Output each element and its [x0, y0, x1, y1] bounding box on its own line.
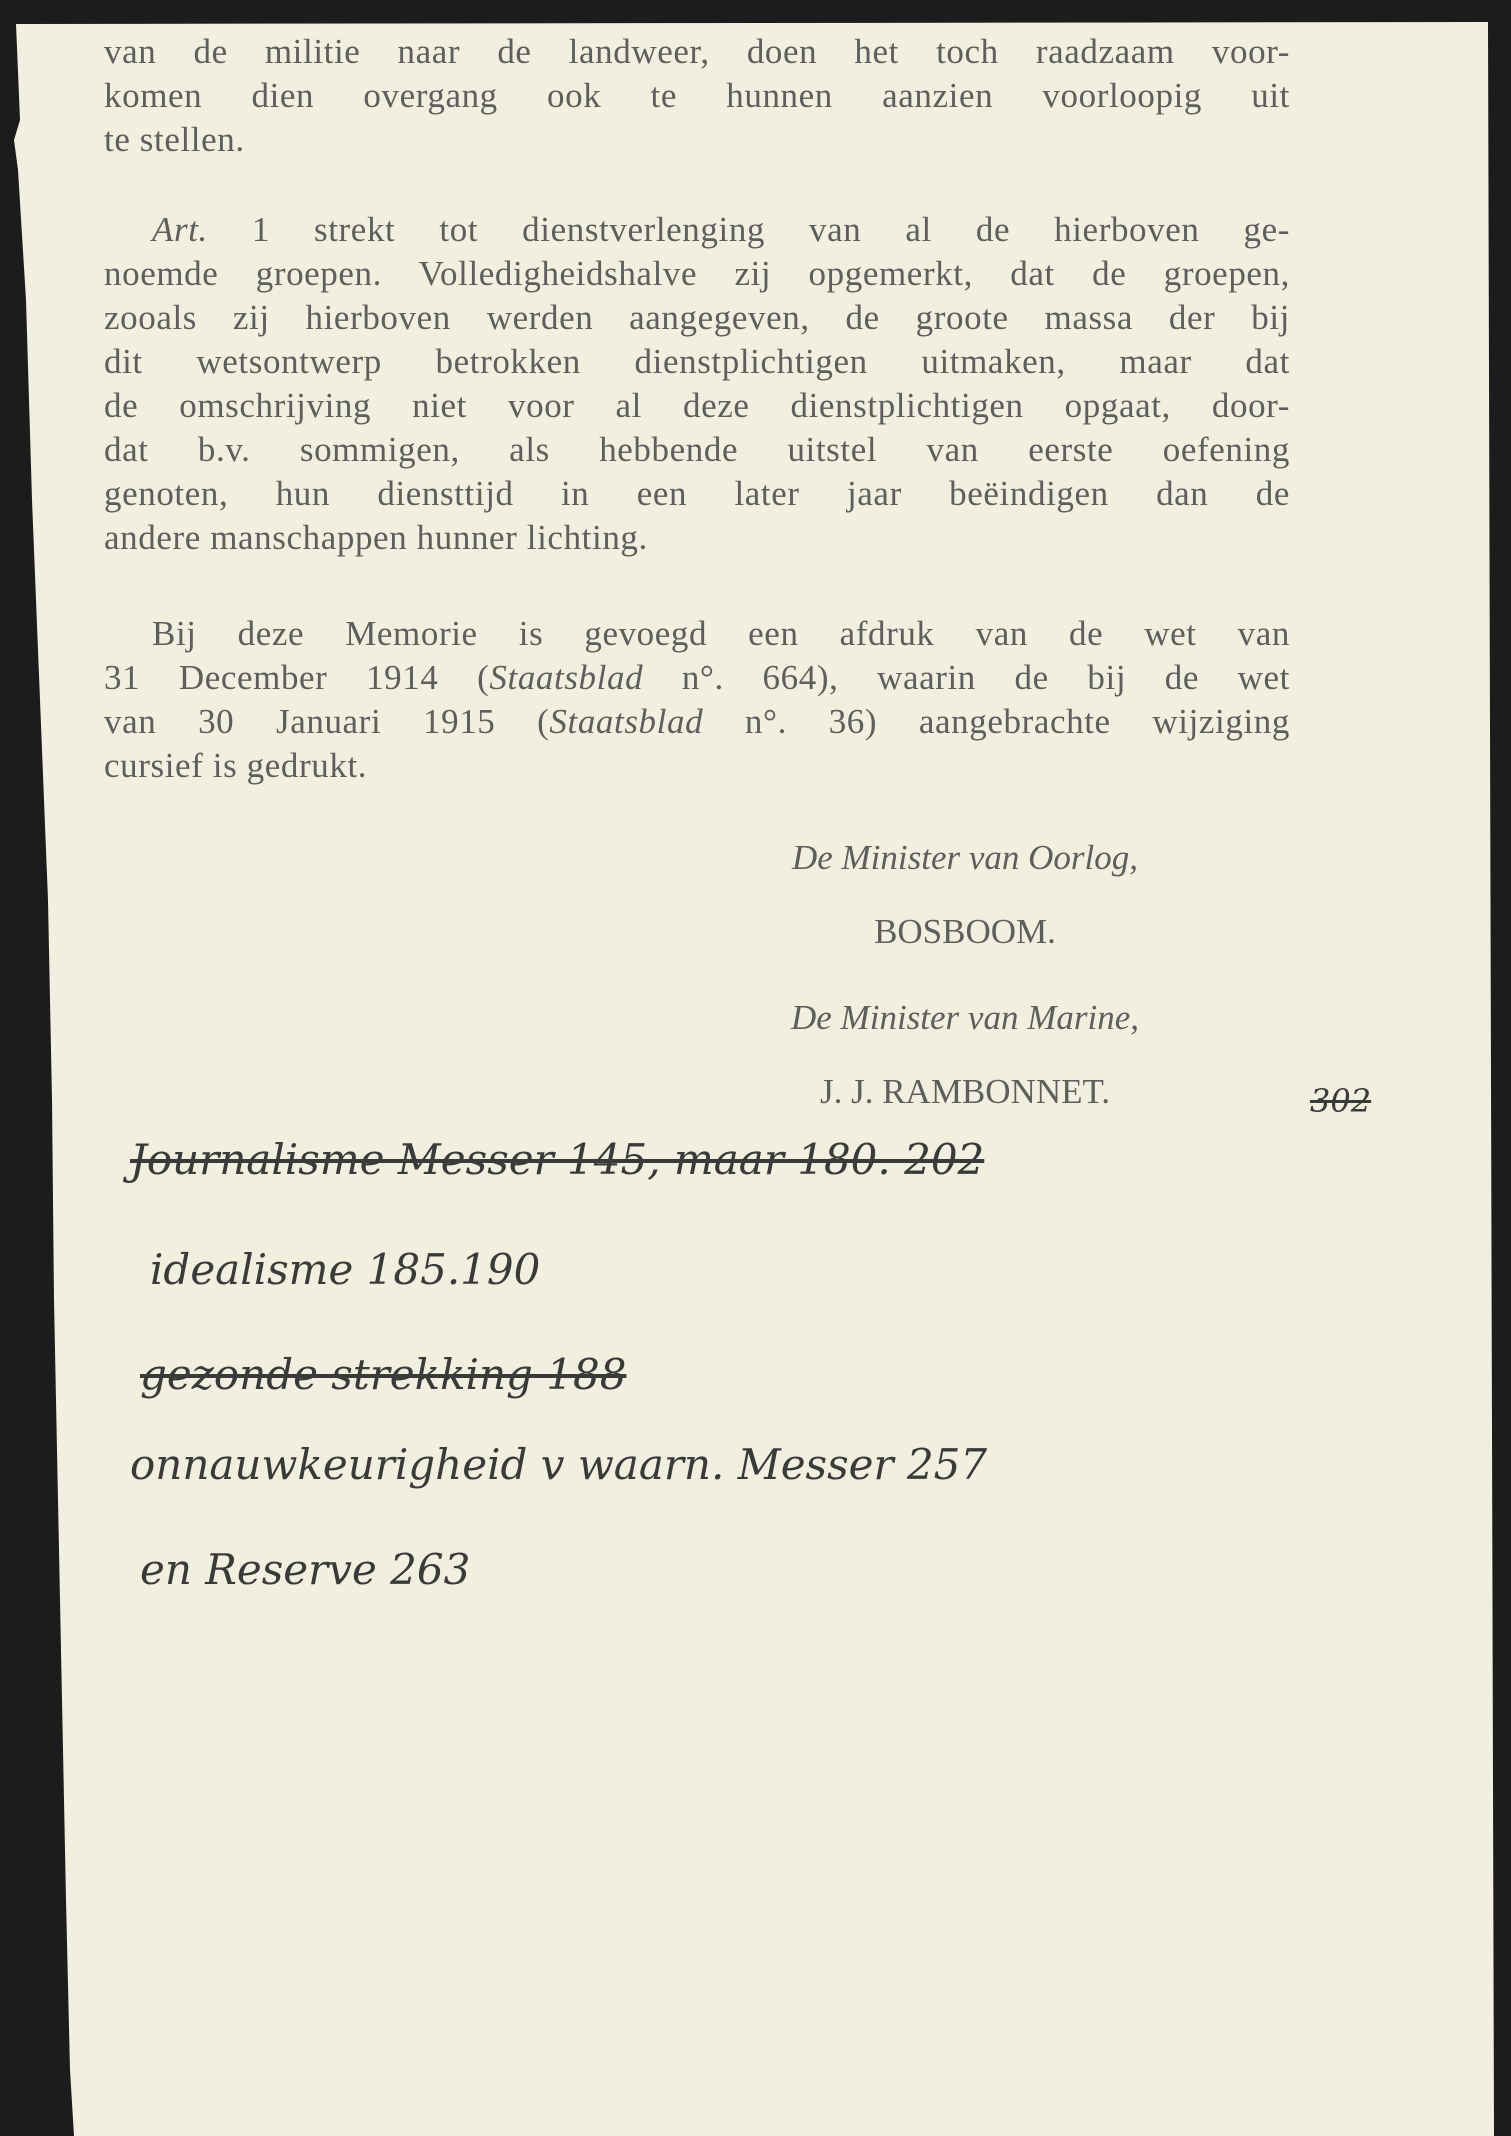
handwritten-note-3 [140, 1350, 626, 1399]
text-line: cursief is gedrukt. [104, 746, 368, 785]
art-label: Art. [152, 210, 208, 249]
text-fragment: 31 December 1914 ( [104, 658, 490, 697]
text-line [104, 656, 1290, 700]
handwritten-note-2 [150, 1245, 540, 1294]
handwritten-note-5 [140, 1545, 470, 1594]
handwritten-crossed-number [1310, 1082, 1371, 1120]
handwritten-text: 302 [1310, 1082, 1372, 1120]
text-line [104, 700, 1290, 744]
text-fragment: van 30 Januari 1915 ( [104, 702, 550, 741]
text-line: andere manschappen hunner lichting. [104, 518, 648, 557]
text-line: te stellen. [104, 120, 245, 159]
paragraph-2 [104, 208, 1290, 560]
text-fragment: n°. 664), waarin de bij de wet [643, 658, 1291, 697]
text-line: noemde groepen. Volledigheidshalve zij opgemerkt, dat de groepen, [104, 254, 1290, 293]
text-line: dit wetsontwerp betrokken dienstplichtigen uitmaken, maar dat [104, 342, 1290, 381]
text-line: zooals zij hierboven werden aangegeven, de groote massa der bij [104, 298, 1290, 337]
handwritten-text: idealisme 185.190 [150, 1245, 541, 1294]
staatsblad-ref: Staatsblad [489, 658, 644, 697]
signature-name-rambonnet: J. J. RAMBONNET. [819, 1072, 1111, 1111]
text-line: de omschrijving niet voor al deze dienstplichtigen opgaat, door- [104, 386, 1290, 425]
handwritten-text: Journalisme Messer 145, maar 180. 202 [130, 1135, 985, 1184]
handwritten-text: en Reserve 263 [140, 1545, 471, 1594]
signature-title-marine: De Minister van Marine, [791, 998, 1139, 1037]
handwritten-text: gezonde strekking 188 [140, 1350, 627, 1399]
handwritten-note-1 [130, 1135, 1410, 1184]
handwritten-text: onnauwkeurigheid v waarn. Messer 257 [130, 1440, 988, 1489]
text-line: komen dien overgang ook te hunnen aanzien voorloopig uit [104, 76, 1290, 115]
paragraph-1 [104, 30, 1290, 162]
signature-title-oorlog: De Minister van Oorlog, [791, 838, 1139, 877]
text-line: dat b.v. sommigen, als hebbende uitstel van eerste oefening [104, 430, 1290, 469]
paragraph-3 [104, 612, 1290, 788]
text-fragment: n°. 36) aangebrachte wijziging [703, 702, 1291, 741]
staatsblad-ref: Staatsblad [549, 702, 704, 741]
handwritten-note-4 [130, 1440, 987, 1489]
text-line: Bij deze Memorie is gevoegd een afdruk van de wet van [152, 614, 1290, 653]
signature-name-bosboom: BOSBOOM. [874, 912, 1056, 951]
text-line: van de militie naar de landweer, doen het toch raadzaam voor- [104, 32, 1290, 71]
text-line [104, 208, 1290, 252]
text-fragment: 1 strekt tot dienstverlenging van al de hierboven ge- [207, 210, 1290, 249]
text-line: genoten, hun diensttijd in een later jaar beëindigen dan de [104, 474, 1290, 513]
